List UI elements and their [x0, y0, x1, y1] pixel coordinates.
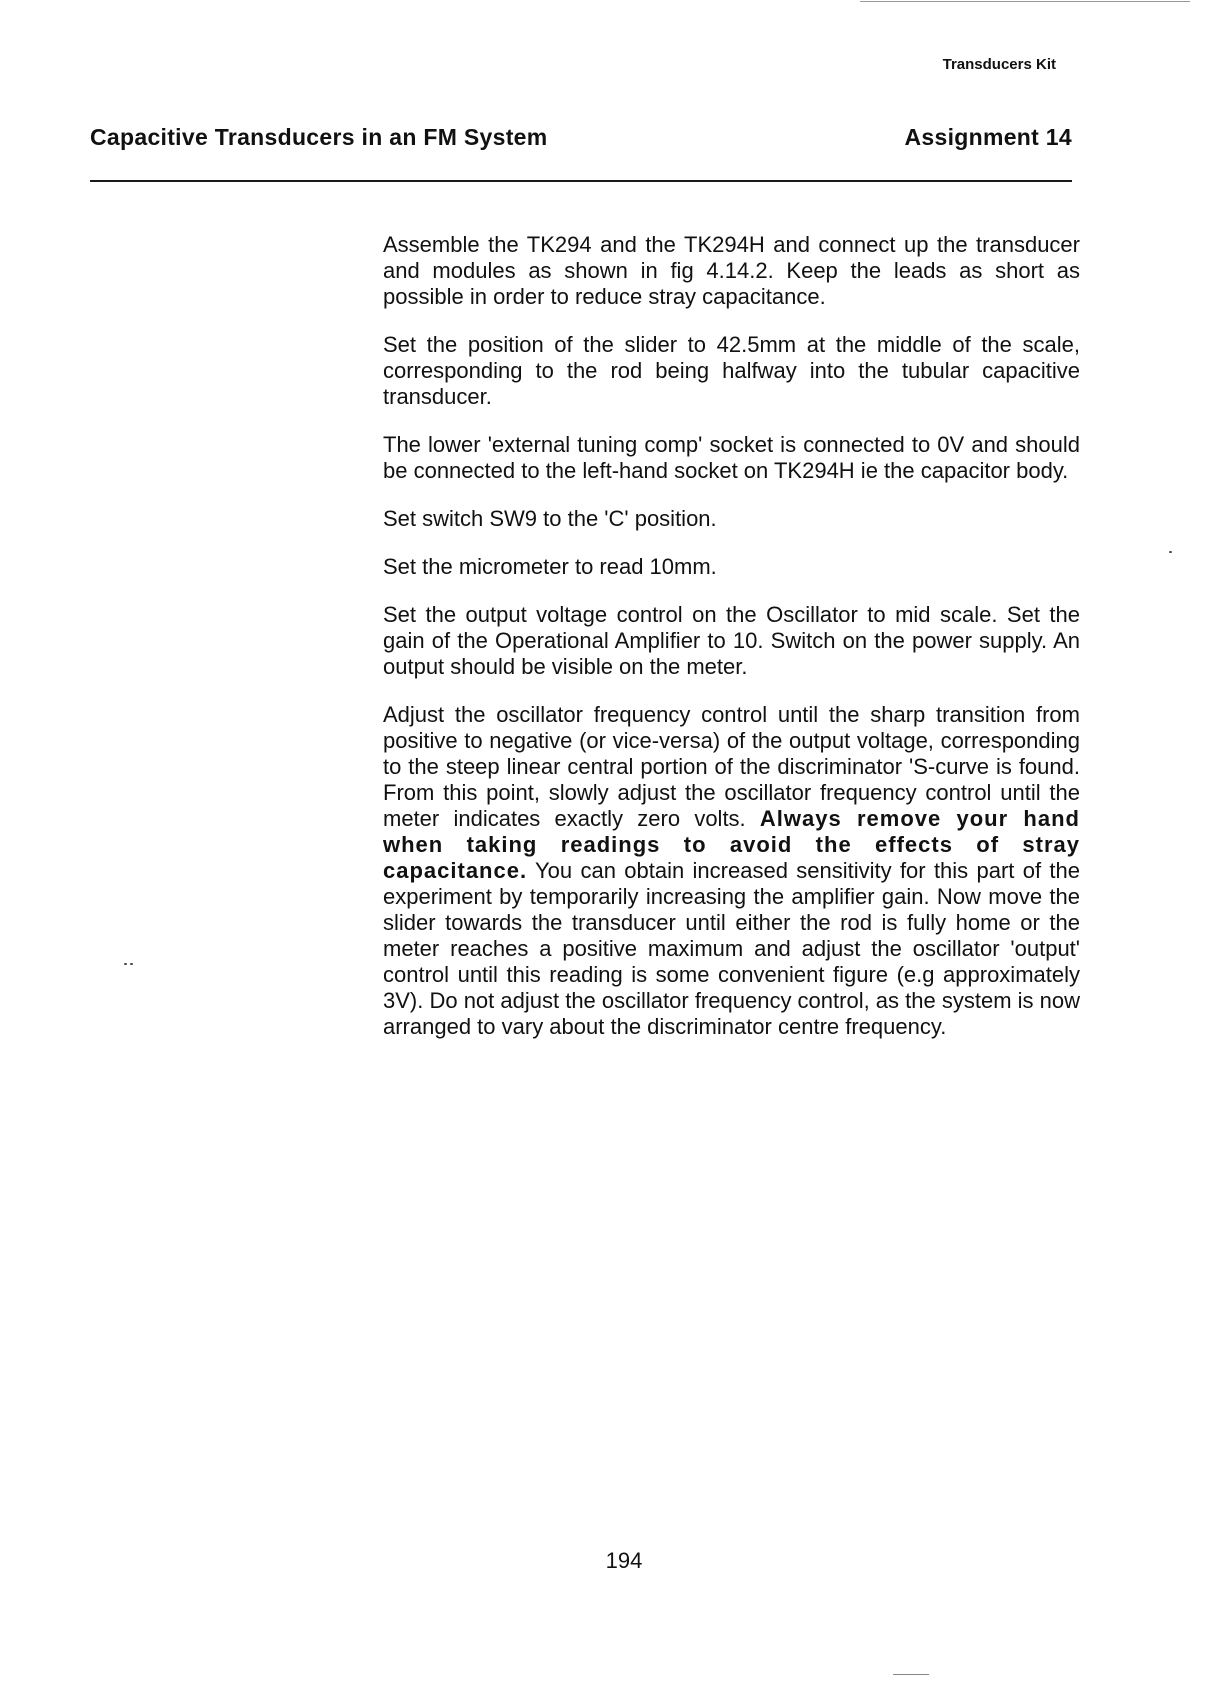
- scan-edge-line: [860, 1, 1190, 2]
- adjust-text-part2: You can obtain increased sensitivity for this part of the experiment by temporarily increasing the amplifier gain. Now move the slider towards the transducer until either the rod is fully home or the meter reaches a positive maximum and adjust the oscillator 'output' control until this reading is some convenient figure (e.g approximately 3V). Do not adjust the oscillator frequency control, as the system is now arranged to vary about the discriminator centre frequency.: [383, 858, 1081, 1039]
- scan-speck: [1169, 551, 1172, 553]
- running-head: Transducers Kit: [942, 56, 1056, 73]
- assignment-label: Assignment 14: [904, 124, 1072, 150]
- paragraph-assemble: Assemble the TK294 and the TK294H and connect up the transducer and modules as shown in fig 4.14.2. Keep the leads as short as possible in order to reduce stray capacitance.: [383, 232, 1080, 309]
- header-divider: [90, 180, 1072, 182]
- paragraph-oscillator-setup: Set the output voltage control on the Oscillator to mid scale. Set the gain of the Operational Amplifier to 10. Switch on the power supply. An output should be visible on the meter.: [383, 602, 1080, 679]
- paragraph-slider-position: Set the position of the slider to 42.5mm at the middle of the scale, corresponding to the rod being halfway into the tubular capacitive transducer.: [383, 332, 1080, 409]
- paragraph-switch: Set switch SW9 to the 'C' position.: [383, 506, 717, 531]
- paragraph-micrometer: Set the micrometer to read 10mm.: [383, 554, 717, 579]
- scan-speck: [893, 1674, 929, 1675]
- scan-speck: [124, 963, 127, 965]
- main-content: [383, 232, 1080, 1062]
- paragraph-tuning-socket: The lower 'external tuning comp' socket is connected to 0V and should be connected to the left-hand socket on TK294H ie the capacitor body.: [383, 432, 1080, 483]
- paragraph-adjust-procedure: [383, 702, 1080, 1040]
- adjust-text-part1: Adjust the oscillator frequency control until the sharp transition from positive to negative (or vice-versa) of the output voltage, corresponding to the steep linear central portion of the discriminator 'S-curve is found. From this point, slowly adjust the oscillator frequency control until the meter indicates exactly zero volts.: [383, 702, 1080, 831]
- title-row: [90, 124, 1072, 154]
- scan-speck: [130, 963, 133, 965]
- warning-text: Always remove your hand when taking readings to avoid the effects of stray capacitance.: [383, 806, 1080, 883]
- page-number: 194: [605, 1548, 643, 1573]
- page-title: Capacitive Transducers in an FM System: [90, 124, 548, 150]
